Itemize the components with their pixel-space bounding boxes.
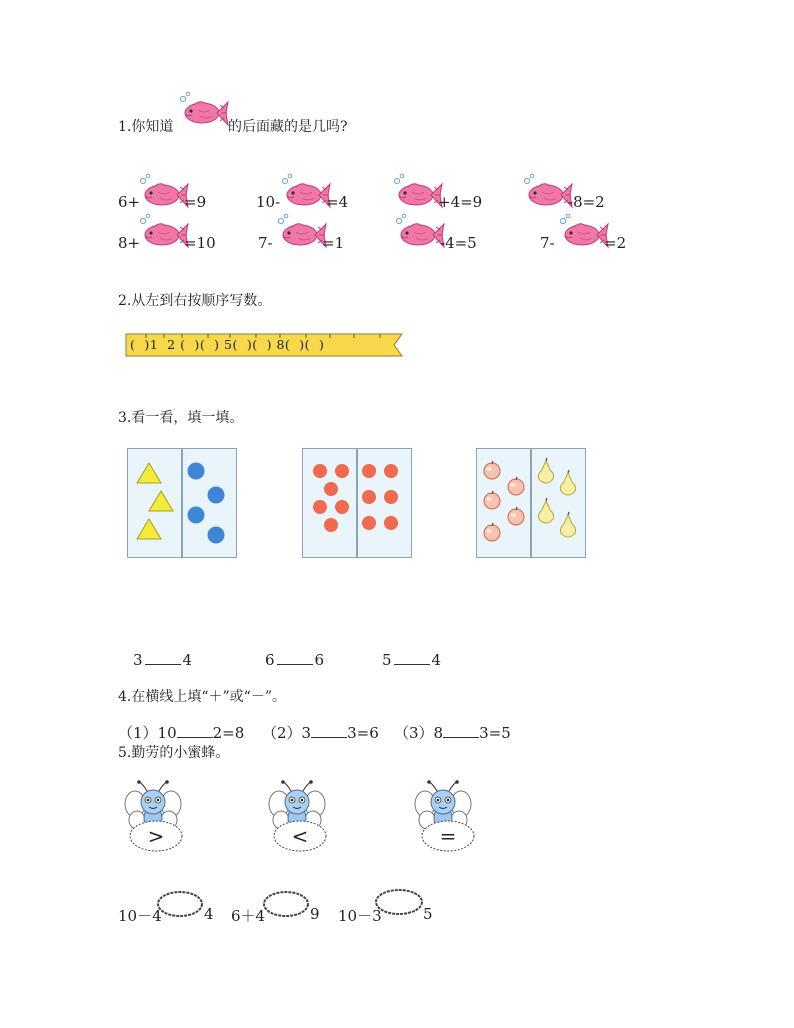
strip-paren-open: (: [284, 337, 291, 352]
strip-paren-close: ): [144, 337, 150, 352]
q1-eq-5-right: =10: [184, 234, 216, 252]
q4-title: 4.在横线上填“＋”或“－”。: [118, 689, 286, 705]
answer-oval[interactable]: [262, 889, 310, 919]
compare-left: 5: [382, 651, 392, 669]
compare-right: 4: [182, 651, 193, 669]
q1-eq-3-right: +4=9: [438, 193, 483, 211]
strip-paren-close: ): [194, 337, 200, 352]
fish-icon: [560, 218, 610, 254]
item-number: （2）: [262, 724, 302, 742]
compare-left: 3: [133, 651, 143, 669]
strip-paren-open: (: [252, 337, 258, 352]
strip-paren-close: ): [214, 337, 220, 352]
bee-eq-2-right: 9: [310, 905, 320, 923]
fish-icon: [140, 218, 190, 254]
q1-title-before: 1.你知道: [118, 119, 174, 135]
q1-eq-6-right: =1: [322, 234, 345, 252]
bee-eq-3-left: 10－3: [338, 907, 382, 925]
picture-panel-shapes: [127, 448, 237, 558]
strip-paren-open: (: [130, 337, 136, 352]
strip-paren-open: (: [232, 337, 238, 352]
q4-item-3: [394, 722, 511, 743]
bee-eq-1-left: 10－4: [118, 907, 162, 925]
pear-icon: [538, 458, 553, 483]
apple-icon: [508, 477, 524, 495]
bee-symbol: =: [439, 824, 457, 848]
operand: 10: [157, 724, 177, 742]
compare-left: 6: [265, 651, 275, 669]
compare-right: 6: [314, 651, 325, 669]
operand: 3=5: [479, 724, 511, 742]
q5-title: 5.勤劳的小蜜蜂。: [118, 745, 230, 761]
strip-paren-close: ): [266, 337, 272, 352]
compare-item-3: [382, 650, 441, 669]
strip-paren-open: (: [180, 337, 186, 352]
fish-icon: [524, 178, 574, 214]
fish-icon: [278, 218, 328, 254]
compare-right: 4: [431, 651, 442, 669]
triangle-icon: [149, 491, 173, 511]
q1-eq-2-left: 10-: [256, 193, 281, 211]
circle-icon: [208, 527, 225, 544]
picture-panel-dots: [302, 448, 412, 558]
strip-number: 1: [149, 337, 159, 352]
answer-blank[interactable]: [177, 723, 213, 738]
triangle-icon: [137, 463, 161, 483]
compare-item-1: [133, 650, 192, 669]
answer-oval[interactable]: [374, 887, 424, 917]
fish-icon: [394, 178, 444, 214]
strip-paren-close: ): [299, 337, 305, 352]
apple-icon: [484, 491, 500, 509]
strip-paren-close: ): [318, 337, 325, 352]
operand: 8: [433, 724, 444, 742]
answer-oval[interactable]: [156, 889, 204, 919]
q1-eq-1-left: 6+: [118, 193, 141, 211]
q4-item-2: [262, 722, 379, 743]
q1-title-after: 的后面藏的是几吗?: [228, 119, 348, 135]
bee-eq-2-left: 6＋4: [231, 907, 266, 925]
operand: 3=6: [347, 724, 379, 742]
fish-icon: [180, 96, 230, 132]
strip-paren-open: (: [304, 337, 311, 352]
circle-icon: [208, 487, 225, 504]
circle-icon: [188, 463, 205, 480]
answer-blank[interactable]: [394, 650, 430, 665]
apple-icon: [508, 507, 524, 525]
q1-eq-7-right: -4=5: [440, 234, 477, 252]
apple-icon: [484, 523, 500, 541]
bee-eq-3-right: 5: [423, 905, 433, 923]
picture-panel-fruits: [476, 448, 586, 558]
operand: 2=8: [212, 724, 245, 742]
answer-blank[interactable]: [145, 650, 181, 665]
bee-symbol: <: [291, 824, 309, 848]
answer-blank[interactable]: [443, 723, 479, 738]
triangle-icon: [137, 519, 161, 539]
item-number: （3）: [394, 724, 434, 742]
strip-number: 2: [167, 337, 176, 352]
item-number: （1）: [118, 724, 158, 742]
answer-blank[interactable]: [277, 650, 313, 665]
q3-title: 3.看一看，填一填。: [118, 410, 244, 426]
pear-icon: [560, 470, 575, 495]
q4-item-1: [118, 722, 244, 743]
q1-eq-5-left: 8+: [118, 234, 141, 252]
apple-icon: [484, 461, 500, 479]
q1-eq-6-left: 7-: [258, 234, 273, 252]
number-strip-text: [130, 337, 395, 352]
q1-eq-8-right: =2: [604, 234, 627, 252]
compare-item-2: [265, 650, 324, 669]
bee-symbol: >: [147, 824, 165, 848]
fish-icon: [282, 178, 332, 214]
strip-number: 8: [276, 337, 285, 352]
circle-icon: [188, 507, 205, 524]
operand: 3: [301, 724, 312, 742]
bee-eq-1-right: 4: [204, 905, 214, 923]
answer-blank[interactable]: [311, 723, 347, 738]
pear-icon: [538, 498, 553, 523]
strip-number: 5: [224, 337, 233, 352]
pear-icon: [560, 512, 575, 537]
strip-paren-close: ): [246, 337, 253, 352]
q1-eq-8-left: 7-: [540, 234, 555, 252]
strip-paren-open: (: [199, 337, 206, 352]
fish-icon: [396, 218, 446, 254]
q1-title: [118, 116, 173, 136]
fish-icon: [140, 178, 190, 214]
q1-eq-4-right: -8=2: [568, 193, 605, 211]
q1-eq-1-right: =9: [184, 193, 207, 211]
q2-title: 2.从左到右按顺序写数。: [118, 293, 272, 309]
q1-eq-2-right: =4: [326, 193, 349, 211]
